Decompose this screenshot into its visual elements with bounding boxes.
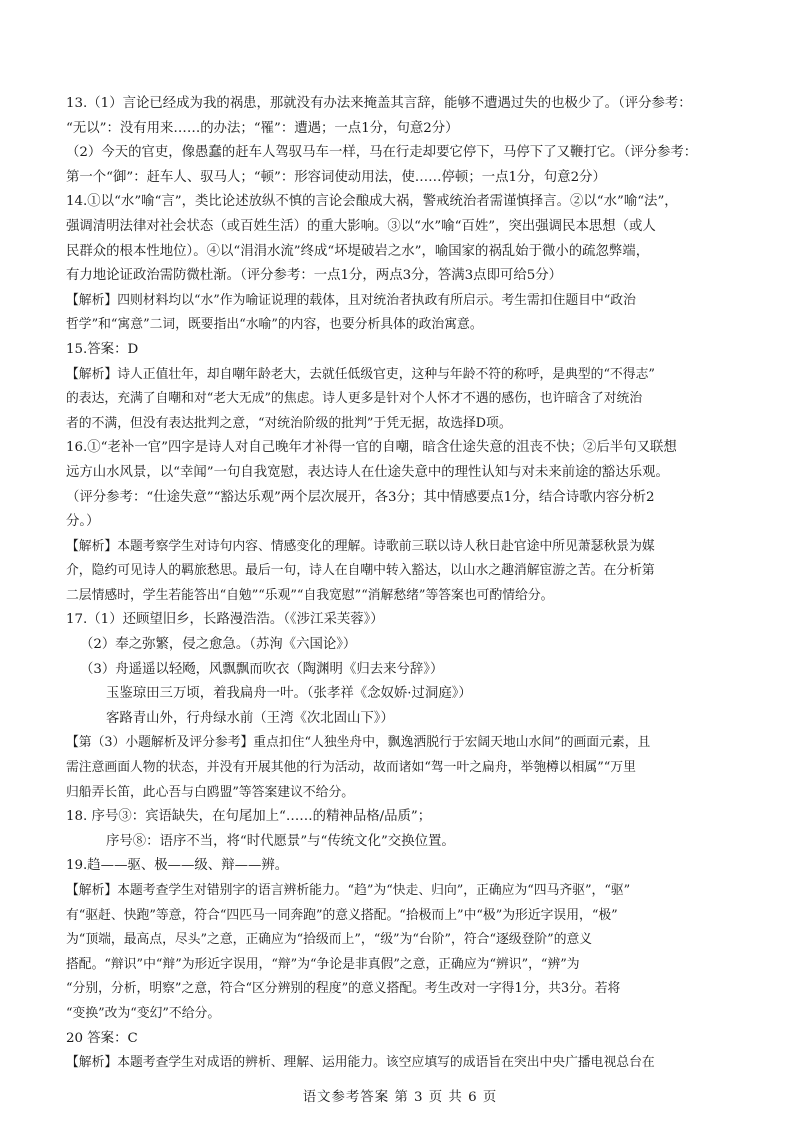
answer-line: 民群众的根本性地位）。④以“涓涓水流”终成“坏堤破岩之水”，喻国家的祸乱始于微小的疏忽弊端， [66, 243, 650, 259]
answer-line: 13.（1）言论已经成为我的祸患，那就没有办法来掩盖其言辞，能够不遭遇过失的也极少了。（评分参考： [66, 96, 692, 111]
answer-line: （3）舟遥遥以轻飏，风飘飘而吹衣（陶渊明《归去来兮辞》） [80, 661, 444, 677]
explanation-line: 有“驱赶、快跑”等意，符合“四匹马一同奔跑”的意义搭配。“拾极而上”中“极”为形近字误用，“极” [66, 907, 618, 923]
explanation-line: 的表达，充满了自嘲和对“老大无成”的焦虑。诗人更多是针对个人怀才不遇的感伤，也许暗含了对统治 [66, 391, 643, 407]
answer-line: 15.答案：D [66, 341, 139, 357]
answer-line: （评分参考：“仕途失意”“豁达乐观”两个层次展开，各3分；其中情感要点1分，结合诗歌内容分析2 [66, 489, 655, 505]
answer-line: （2）今天的官吏，像愚蠢的赶车人驾驭马车一样，马在行走却要它停下，马停下了又鞭打它。（评分参考： [66, 145, 698, 161]
page-footer: 语文参考答案 第 3 页 共 6 页 [302, 1090, 498, 1105]
explanation-line: 【解析】本题考察学生对诗句内容、情感变化的理解。诗歌前三联以诗人秋日赴官途中所见萧瑟秋景为媒 [66, 538, 655, 554]
answer-line: 客路青山外，行舟绿水前（王湾《次北固山下》） [106, 710, 394, 726]
answer-line: 序号⑧：语序不当，将“时代愿景”与“传统文化”交换位置。 [106, 833, 455, 849]
answer-line: 14.①以“水”喻“言”，类比论述放纵不慎的言论会酿成大祸，警戒统治者需谨慎择言。②以“水”喻“法”， [66, 194, 678, 210]
answer-line: “无以”：没有用来……的办法；“罹”：遭遇；一点1分，句意2分） [66, 120, 459, 136]
explanation-line: 哲学”和“寓意”二词，既要指出“水喻”的内容，也要分析具体的政治寓意。 [66, 317, 483, 333]
answer-line: （2）奉之弥繁，侵之愈急。（苏洵《六国论》） [80, 637, 357, 653]
answer-line: 第一个“御”：赶车人、驭马人；“顿”：形容词使动用法，使……停顿；一点1分，句意2分） [66, 169, 606, 185]
answer-line: 17.（1）还顾望旧乡，长路漫浩浩。（《涉江采芙蓉》） [66, 612, 384, 628]
explanation-line: 者的不满，但没有表达批判之意，“对统治阶级的批判”于凭无据，故选择D项。 [66, 415, 512, 431]
explanation-line: 【解析】四则材料均以“水”作为喻证说理的载体，且对统治者执政有所启示。考生需扣住题目中“政治 [66, 292, 636, 308]
explanation-line: 【解析】本题考查学生对成语的辨析、理解、运用能力。该空应填写的成语旨在突出中央广播电视总台在 [66, 1055, 655, 1071]
answer-content [66, 92, 746, 1076]
answer-line: 远方山水风景，以“幸闻”一句自我宽慰，表达诗人在仕途失意中的理性认知与对未来前途的豁达乐观。 [66, 464, 669, 480]
explanation-line: “分别，分析，明察”之意，符合“区分辨别的程度”的意义搭配。考生改对一字得1分，共3分。若将 [66, 981, 621, 997]
answer-line: 有力地论证政治需防微杜渐。（评分参考：一点1分，两点3分，答满3点即可给5分） [66, 268, 563, 284]
answer-line: 16.①“老补一官”四字是诗人对自己晚年才补得一官的自嘲，暗含仕途失意的沮丧不快；②后半句又联想 [66, 440, 677, 456]
explanation-line: 归船弄长笛，此心吾与白鸥盟”等答案建议不给分。 [66, 784, 355, 800]
explanation-line: 搭配。“辩识”中“辩”为形近字误用，“辩”为“争论是非真假”之意，正确应为“辨识”，“辨”为 [66, 956, 580, 972]
answer-line: 19.趋——驱、极——级、辩——辨。 [66, 858, 289, 874]
explanation-line: 【解析】诗人正值壮年，却自嘲年龄老大，去就任低级官吏，这种与年龄不符的称呼，是典型的“不得志” [66, 366, 655, 382]
answer-line: 分。） [66, 514, 100, 530]
answer-line: 玉鉴琼田三万顷，着我扁舟一叶。（张孝祥《念奴娇·过洞庭》） [106, 686, 472, 702]
answer-line: 20 答案：C [66, 1030, 138, 1046]
explanation-line: 二层情感时，学生若能答出“自勉”“乐观”“自我宽慰”“消解愁绪”等答案也可酌情给分。 [66, 587, 554, 603]
answer-line: 强调清明法律对社会状态（或百姓生活）的重大影响。③以“水”喻“百姓”，突出强调民本思想（或人 [66, 218, 656, 234]
explanation-line: 需注意画面人物的状态，并没有开展其他的行为活动，故而诸如“驾一叶之扁舟，举匏樽以相属”“万里 [66, 760, 636, 776]
explanation-line: “变换”改为“变幻”不给分。 [66, 1005, 221, 1021]
answer-line: 18. 序号③：宾语缺失，在句尾加上“……的精神品格/品质”； [66, 809, 432, 825]
explanation-line: 介，隐约可见诗人的羁旅愁思。最后一句，诗人在自嘲中转入豁达，以山水之趣消解宦游之苦。在分析第 [66, 563, 655, 579]
explanation-line: 【第（3）小题解析及评分参考】重点扣住“人独坐舟中，飘逸洒脱行于宏阔天地山水间”的画面元素，且 [66, 735, 651, 751]
explanation-line: 【解析】本题考查学生对错别字的语言辨析能力。“趋”为“快走、归向”，正确应为“四马齐驱”，“驱” [66, 883, 631, 898]
explanation-line: 为“顶端，最高点，尽头”之意，正确应为“拾级而上”，“级”为“台阶”，符合“逐级登阶”的意义 [66, 932, 593, 948]
